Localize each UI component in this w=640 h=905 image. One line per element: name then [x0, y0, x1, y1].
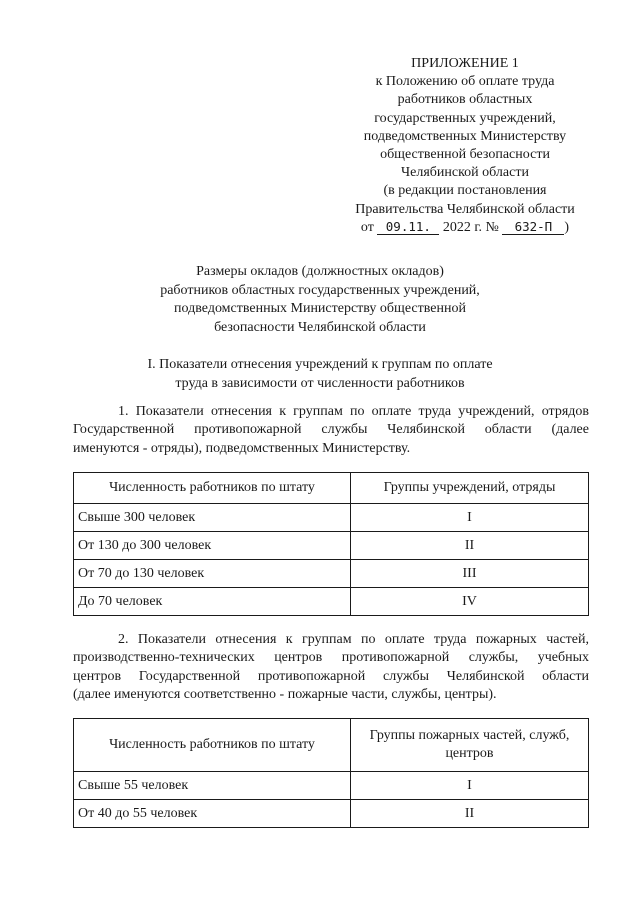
table-cell: I: [351, 772, 589, 800]
title-line: работников областных государственных учреждений,: [160, 282, 480, 298]
table-cell: I: [351, 504, 589, 532]
title-line: безопасности Челябинской области: [214, 319, 426, 335]
appendix-line: работников областных: [397, 92, 533, 108]
column-header: Численность работников по штату: [74, 719, 351, 772]
column-header-line: Группы пожарных частей, служб,: [369, 728, 570, 743]
column-header: Численность работников по штату: [74, 473, 351, 504]
section-heading: [120, 356, 520, 393]
appendix-line: к Положению об оплате труда: [375, 74, 555, 90]
table-cell: IV: [351, 588, 589, 616]
appendix-line: общественной безопасности: [380, 147, 550, 163]
title-line: подведомственных Министерству общественной: [174, 301, 466, 316]
appendix-line: (в редакции постановления: [383, 183, 547, 199]
year-text: 2022 г. №: [442, 219, 499, 235]
closing-paren: ): [564, 219, 570, 235]
table-header-row: [74, 473, 589, 504]
table-cell: III: [351, 560, 589, 588]
section-heading-line: труда в зависимости от численности работников: [175, 375, 465, 391]
resolution-number: 632-П: [502, 220, 564, 235]
paragraph-line: 1. Показатели отнесения к группам по оплате труда учреждений, отрядов: [118, 404, 589, 419]
table-cell: II: [351, 800, 589, 828]
table-row: [74, 560, 589, 588]
paragraph-line: 2. Показатели отнесения к группам по оплате труда пожарных частей,: [118, 632, 589, 647]
paragraph-line: (далее именуются соответственно - пожарные части, службы, центры).: [73, 686, 497, 702]
column-header-line: центров: [445, 746, 494, 761]
table-cell: II: [351, 532, 589, 560]
table-cell: Свыше 55 человек: [74, 772, 351, 800]
section-heading-line: I. Показатели отнесения учреждений к группам по оплате: [147, 357, 493, 372]
table-cell: Свыше 300 человек: [74, 504, 351, 532]
paragraph-line: производственно-технических центров противопожарной службы, учебных: [73, 650, 589, 666]
appendix-line: Правительства Челябинской области: [355, 201, 575, 217]
table-cell: От 70 до 130 человек: [74, 560, 351, 588]
column-header: Группы учреждений, отряды: [351, 473, 589, 504]
appendix-line: государственных учреждений,: [374, 110, 556, 126]
table-row: [74, 504, 589, 532]
appendix-line: Челябинской области: [401, 165, 529, 181]
paragraph-2: [73, 631, 589, 704]
paragraph-line: центров Государственной противопожарной службы Челябинской области: [73, 668, 589, 684]
appendix-header: [330, 55, 600, 237]
table-cell: До 70 человек: [74, 588, 351, 616]
table-row: [74, 588, 589, 616]
paragraph-1: [73, 403, 589, 458]
table-fire-unit-groups: [73, 718, 589, 828]
resolution-date: 09.11.: [377, 220, 439, 235]
paragraph-line: Государственной противопожарной службы Челябинской области (далее: [73, 422, 589, 438]
table-institution-groups: [73, 472, 589, 616]
date-prefix: от: [360, 219, 374, 235]
title-line: Размеры окладов (должностных окладов): [196, 264, 444, 279]
table-row: [74, 772, 589, 800]
paragraph-line: именуются - отряды), подведомственных Министерству.: [73, 440, 411, 456]
table-cell: От 130 до 300 человек: [74, 532, 351, 560]
table-cell: От 40 до 55 человек: [74, 800, 351, 828]
appendix-line: подведомственных Министерству: [363, 128, 567, 144]
table-row: [74, 532, 589, 560]
column-header-multiline: [351, 719, 589, 772]
table-row: [74, 800, 589, 828]
resolution-date-line: [330, 219, 600, 237]
appendix-title: ПРИЛОЖЕНИЕ 1: [411, 56, 519, 71]
document-title: [120, 263, 520, 337]
table-header-row: [74, 719, 589, 772]
